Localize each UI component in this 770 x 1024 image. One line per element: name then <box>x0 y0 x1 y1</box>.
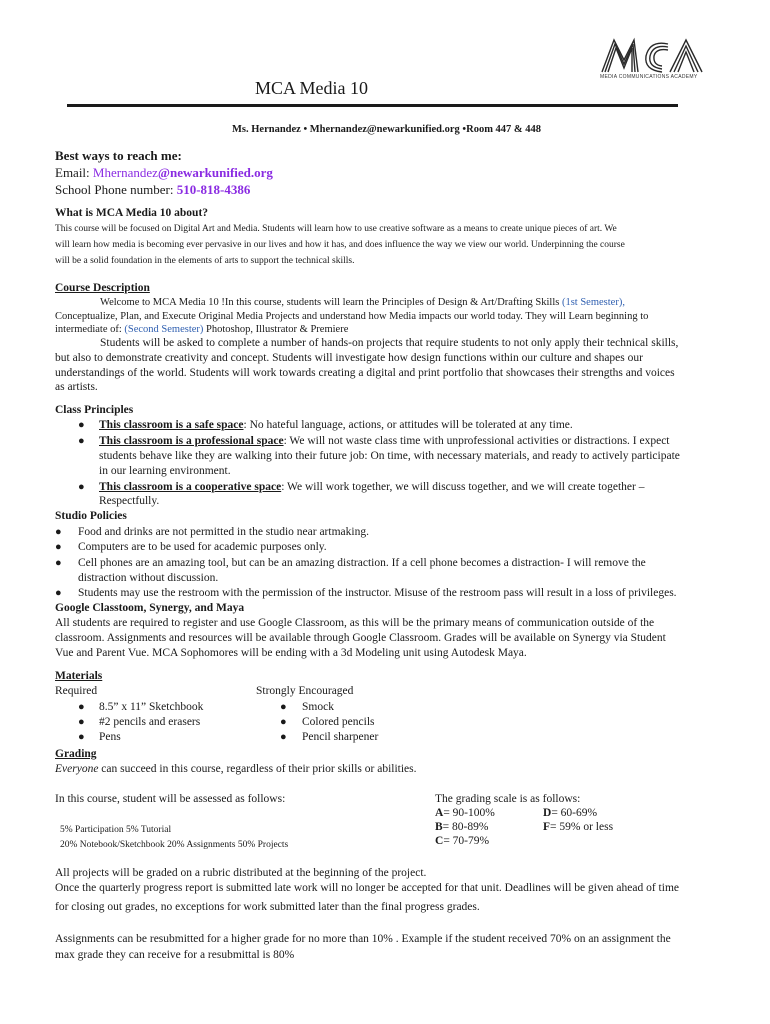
encouraged-label: Strongly Encouraged <box>256 685 354 697</box>
bullet-icon: ● <box>280 701 287 713</box>
contact-line: Ms. Hernandez • Mhernandez@newarkunified.org •Room 447 & 448 <box>232 124 542 135</box>
reach-heading: Best ways to reach me: <box>55 148 182 163</box>
rubric-line: All projects will be graded on a rubric distributed at the beginning of the project. <box>55 867 427 879</box>
everyone-rest: can succeed in this course, regardless of their prior skills or abilities. <box>98 763 417 775</box>
description-para: understandings of the world. Students will work towards creating a digital and print portfolio that showcases their strengths and voices <box>55 367 675 379</box>
principle-item <box>99 419 573 431</box>
principle-text: in our learning environment. <box>99 465 231 477</box>
grade-f <box>543 821 613 833</box>
principle-title: This classroom is a cooperative space <box>99 481 282 493</box>
grade-range: = 59% or less <box>550 821 614 833</box>
bullet-icon: ● <box>55 557 62 569</box>
policy-item: Food and drinks are not permitted in the studio near artmaking. <box>78 526 369 538</box>
everyone-line <box>55 763 417 775</box>
grade-range: = 80-89% <box>442 821 489 833</box>
description-para: Students will be asked to complete a number of hands-on projects that require students to not only apply their technical skills, <box>100 337 679 349</box>
grade-letter: D <box>543 807 552 819</box>
bullet-icon: ● <box>55 541 62 553</box>
email-user[interactable]: Mhernandez <box>92 165 158 180</box>
semester-highlight: (Second Semester) <box>124 324 204 335</box>
bullet-icon: ● <box>78 435 85 447</box>
policy-item: Computers are to be used for academic purposes only. <box>78 541 327 553</box>
grade-d <box>543 807 597 819</box>
policy-item: distraction without discussion. <box>78 572 219 584</box>
principles-heading: Class Principles <box>55 404 134 416</box>
grade-c <box>435 835 489 847</box>
description-line <box>55 324 348 335</box>
encouraged-item: Colored pencils <box>302 716 375 728</box>
scale-intro: The grading scale is as follows: <box>435 793 581 805</box>
phone-label: School Phone number: <box>55 182 177 197</box>
grade-range: = 70-79% <box>443 835 490 847</box>
principle-text: : No hateful language, actions, or attitudes will be tolerated at any time. <box>243 419 573 431</box>
bullet-icon: ● <box>78 419 85 431</box>
bullet-icon: ● <box>78 481 85 493</box>
policy-item: Cell phones are an amazing tool, but can be an amazing distraction. If a cell phone becomes a distraction- I will remove the <box>78 557 646 569</box>
bullet-icon: ● <box>78 701 85 713</box>
bullet-icon: ● <box>280 731 287 743</box>
principle-item <box>99 435 670 447</box>
principle-text: : We will not waste class time with unprofessional activities or distractions. I expect <box>283 435 670 447</box>
about-line: will learn how media is becoming ever pervasive in our lives and how it has, and does influence the way we view our world. Underpinning the course <box>55 240 625 250</box>
email-label: Email: <box>55 165 93 180</box>
rubric-line: Once the quarterly progress report is submitted late work will no longer be accepted for that unit. Deadlines will be given ahead of time <box>55 882 679 894</box>
description-para: but also to demonstrate creativity and concept. Students will investigate how design functions within our culture and shapes our <box>55 352 643 364</box>
grade-b <box>435 821 488 833</box>
required-item: Pens <box>99 731 121 743</box>
assessed-intro: In this course, student will be assessed as follows: <box>55 793 286 805</box>
mca-logo <box>598 36 710 82</box>
assess-line: 20% Notebook/Sketchbook 20% Assignments 50% Projects <box>60 840 289 850</box>
page-title: MCA Media 10 <box>255 78 369 98</box>
grade-letter: C <box>435 835 444 847</box>
title-divider <box>67 104 678 107</box>
google-heading: Google Classtoom, Synergy, and Maya <box>55 602 245 614</box>
principle-text: students behave like they are walking into their future job: On time, with necessary materials, and ready to actively participate <box>99 450 680 462</box>
description-text: Photoshop, Illustrator & Premiere <box>203 324 349 335</box>
grade-letter: B <box>435 821 443 833</box>
logo-subtext: MEDIA COMMUNICATIONS ACADEMY <box>600 74 698 80</box>
bullet-icon: ● <box>55 526 62 538</box>
grade-range: = 90-100% <box>443 807 495 819</box>
about-line: will be a solid foundation in the elements of arts to support the technical skills. <box>55 256 355 266</box>
about-heading: What is MCA Media 10 about? <box>55 207 209 219</box>
rubric-line: for closing out grades, no exceptions for work submitted later than the final progress grades. <box>55 901 480 913</box>
encouraged-item: Smock <box>302 701 334 713</box>
google-line: Vue and Parent Vue. MCA Sophomores will be ending with a 3d Modeling unit using Autodesk Maya. <box>55 647 527 659</box>
description-line: Conceptualize, Plan, and Execute Original Media Projects and understand how Media impacts our world today. They will Learn beginning to <box>55 311 649 322</box>
phone-number[interactable]: 510-818-4386 <box>176 182 251 197</box>
policy-item: Students may use the restroom with the permission of the instructor. Misuse of the restroom pass will result in a loss of privileges. <box>78 587 677 599</box>
grade-range: = 60-69% <box>551 807 598 819</box>
bullet-icon: ● <box>78 716 85 728</box>
google-line: All students are required to register and use Google Classroom, as this will be the primary means of communication outside of the <box>55 617 655 629</box>
studio-heading: Studio Policies <box>55 510 127 522</box>
required-label: Required <box>55 685 98 697</box>
google-line: classroom. Assignments and resources will be available through Google Classroom. Grades will be available on Synergy via Student <box>55 632 666 644</box>
description-line <box>100 297 625 308</box>
email-row <box>55 165 273 181</box>
principle-title: This classroom is a professional space <box>99 435 284 447</box>
phone-row <box>55 182 250 198</box>
materials-heading: Materials <box>55 670 103 682</box>
principle-title: This classroom is a safe space <box>99 419 244 431</box>
semester-highlight: (1st Semester), <box>561 297 625 308</box>
required-item: #2 pencils and erasers <box>99 716 201 728</box>
principle-text: Respectfully. <box>99 495 160 507</box>
required-item: 8.5” x 11” Sketchbook <box>99 701 204 713</box>
description-para: as artists. <box>55 381 98 393</box>
everyone-italic: Everyone <box>55 763 99 775</box>
principle-text: : We will work together, we will discuss together, and we will create together – <box>281 481 645 493</box>
grade-a <box>435 807 495 819</box>
resubmit-line: max grade they can receive for a resubmittal is 80% <box>55 949 295 961</box>
about-line: This course will be focused on Digital Art and Media. Students will learn how to use creative software as a means to create unique pieces of art. We <box>55 224 617 234</box>
description-text: intermediate of: <box>55 324 125 335</box>
description-heading: Course Description <box>55 282 150 294</box>
description-text: Welcome to MCA Media 10 !In this course, students will learn the Principles of Design & Art/Drafting Skills <box>100 297 562 308</box>
principle-item <box>99 481 644 493</box>
assess-line: 5% Participation 5% Tutorial <box>60 825 172 835</box>
grading-heading: Grading <box>55 748 97 760</box>
bullet-icon: ● <box>55 587 62 599</box>
bullet-icon: ● <box>78 731 85 743</box>
bullet-icon: ● <box>280 716 287 728</box>
resubmit-line: Assignments can be resubmitted for a higher grade for no more than 10% . Example if the student received 70% on an assignment the <box>55 933 671 945</box>
email-domain[interactable]: @newarkunified.org <box>157 165 273 180</box>
grade-letter: F <box>543 821 551 833</box>
encouraged-item: Pencil sharpener <box>302 731 379 743</box>
grade-letter: A <box>435 807 444 819</box>
